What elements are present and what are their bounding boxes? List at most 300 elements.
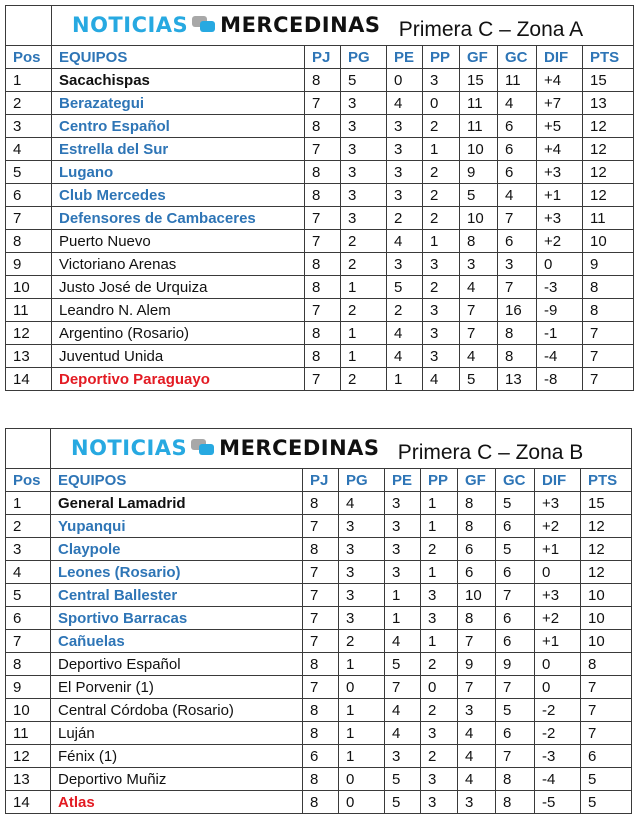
team-name-cell: Leones (Rosario)	[51, 561, 303, 584]
pp-cell: 1	[421, 561, 458, 584]
pts-cell: 12	[581, 538, 632, 561]
team-name-cell: Deportivo Español	[51, 653, 303, 676]
dif-cell: 0	[535, 561, 581, 584]
pos-cell: 6	[6, 184, 52, 207]
pg-cell: 3	[339, 607, 385, 630]
pp-cell: 2	[423, 276, 460, 299]
pp-cell: 1	[423, 138, 460, 161]
pos-cell: 10	[6, 699, 51, 722]
gf-cell: 7	[458, 630, 496, 653]
pts-cell: 7	[583, 345, 634, 368]
pe-cell: 7	[385, 676, 421, 699]
pos-cell: 9	[6, 253, 52, 276]
pts-cell: 7	[583, 322, 634, 345]
pos-cell: 12	[6, 322, 52, 345]
pp-cell: 0	[421, 676, 458, 699]
dif-cell: 0	[535, 653, 581, 676]
gf-cell: 9	[460, 161, 498, 184]
col-header-gc: GC	[496, 469, 535, 492]
pg-cell: 0	[339, 768, 385, 791]
table-row	[6, 322, 634, 345]
gc-cell: 7	[498, 207, 537, 230]
pg-cell: 3	[339, 538, 385, 561]
pe-cell: 1	[385, 607, 421, 630]
pts-cell: 8	[581, 653, 632, 676]
pos-cell: 1	[6, 69, 52, 92]
pp-cell: 3	[423, 345, 460, 368]
gc-cell: 8	[496, 768, 535, 791]
table-row	[6, 676, 632, 699]
team-name-cell: Puerto Nuevo	[52, 230, 305, 253]
pos-cell: 14	[6, 791, 51, 814]
gc-cell: 8	[498, 345, 537, 368]
dif-cell: -1	[537, 322, 583, 345]
table-row	[6, 492, 632, 515]
gf-cell: 11	[460, 92, 498, 115]
dif-cell: -4	[537, 345, 583, 368]
pj-cell: 7	[303, 630, 339, 653]
pj-cell: 8	[305, 184, 341, 207]
gc-cell: 6	[496, 515, 535, 538]
pj-cell: 8	[305, 276, 341, 299]
team-name-cell: El Porvenir (1)	[51, 676, 303, 699]
gf-cell: 6	[458, 561, 496, 584]
pos-cell: 3	[6, 115, 52, 138]
col-header-gf: GF	[458, 469, 496, 492]
gc-cell: 7	[496, 584, 535, 607]
dif-cell: +1	[535, 538, 581, 561]
title-cell	[52, 6, 634, 46]
gc-cell: 6	[496, 722, 535, 745]
pg-cell: 3	[341, 115, 387, 138]
logo-text-mercedinas: MERCEDINAS	[219, 436, 380, 460]
pos-cell: 13	[6, 768, 51, 791]
pe-cell: 3	[387, 184, 423, 207]
team-name-cell: Fénix (1)	[51, 745, 303, 768]
pe-cell: 4	[385, 699, 421, 722]
logo-text-noticias: NOTICIAS	[71, 436, 188, 460]
pj-cell: 8	[303, 722, 339, 745]
col-header-pj: PJ	[305, 46, 341, 69]
col-header-gf: GF	[460, 46, 498, 69]
table-row	[6, 722, 632, 745]
pp-cell: 2	[421, 699, 458, 722]
col-header-pj: PJ	[303, 469, 339, 492]
pos-cell: 11	[6, 299, 52, 322]
dif-cell: +2	[535, 515, 581, 538]
pj-cell: 7	[305, 92, 341, 115]
pos-cell: 4	[6, 561, 51, 584]
pp-cell: 3	[421, 607, 458, 630]
pj-cell: 8	[305, 115, 341, 138]
dif-cell: +3	[535, 492, 581, 515]
table-body	[6, 429, 632, 814]
table-title: Primera C – Zona B	[397, 441, 584, 464]
pp-cell: 3	[423, 299, 460, 322]
pos-cell: 3	[6, 538, 51, 561]
pts-cell: 10	[583, 230, 634, 253]
col-header-pp: PP	[421, 469, 458, 492]
table-row	[6, 515, 632, 538]
dif-cell: +3	[537, 161, 583, 184]
pe-cell: 4	[387, 345, 423, 368]
pg-cell: 0	[339, 791, 385, 814]
pj-cell: 7	[303, 584, 339, 607]
team-name-cell: Juventud Unida	[52, 345, 305, 368]
dif-cell: -9	[537, 299, 583, 322]
pg-cell: 3	[339, 515, 385, 538]
gc-cell: 11	[498, 69, 537, 92]
pe-cell: 2	[387, 207, 423, 230]
pg-cell: 2	[341, 299, 387, 322]
team-name-cell: Deportivo Muñiz	[51, 768, 303, 791]
pts-cell: 8	[583, 299, 634, 322]
pj-cell: 8	[305, 253, 341, 276]
pts-cell: 15	[583, 69, 634, 92]
table-row	[6, 791, 632, 814]
pe-cell: 3	[387, 253, 423, 276]
pe-cell: 3	[387, 115, 423, 138]
team-name-cell: Cañuelas	[51, 630, 303, 653]
pe-cell: 3	[385, 515, 421, 538]
pj-cell: 8	[305, 345, 341, 368]
chat-bubbles-icon	[192, 16, 216, 34]
gf-cell: 4	[460, 276, 498, 299]
team-name-cell: Claypole	[51, 538, 303, 561]
gf-cell: 3	[458, 699, 496, 722]
col-header-pp: PP	[423, 46, 460, 69]
pg-cell: 2	[341, 368, 387, 391]
dif-cell: -3	[537, 276, 583, 299]
empty-corner-cell	[6, 429, 51, 469]
dif-cell: +4	[537, 69, 583, 92]
col-header-equipos: EQUIPOS	[51, 469, 303, 492]
pg-cell: 3	[339, 561, 385, 584]
header-row	[6, 46, 634, 69]
table-row	[6, 299, 634, 322]
team-name-cell: Lugano	[52, 161, 305, 184]
pp-cell: 3	[421, 722, 458, 745]
team-name-cell: Central Ballester	[51, 584, 303, 607]
gc-cell: 6	[496, 607, 535, 630]
pe-cell: 5	[385, 653, 421, 676]
pos-cell: 6	[6, 607, 51, 630]
team-name-cell: Defensores de Cambaceres	[52, 207, 305, 230]
pe-cell: 1	[387, 368, 423, 391]
pg-cell: 2	[341, 253, 387, 276]
team-name-cell: Leandro N. Alem	[52, 299, 305, 322]
pp-cell: 1	[421, 515, 458, 538]
pp-cell: 3	[423, 322, 460, 345]
pj-cell: 7	[305, 299, 341, 322]
col-header-pts: PTS	[581, 469, 632, 492]
gf-cell: 8	[458, 515, 496, 538]
table-row	[6, 276, 634, 299]
pp-cell: 4	[423, 368, 460, 391]
pts-cell: 13	[583, 92, 634, 115]
pts-cell: 6	[581, 745, 632, 768]
table-row	[6, 92, 634, 115]
pp-cell: 2	[423, 115, 460, 138]
pe-cell: 3	[387, 161, 423, 184]
pg-cell: 3	[341, 207, 387, 230]
gf-cell: 5	[460, 368, 498, 391]
team-name-cell: Centro Español	[52, 115, 305, 138]
pts-cell: 12	[583, 138, 634, 161]
dif-cell: -8	[537, 368, 583, 391]
pts-cell: 10	[581, 584, 632, 607]
pos-cell: 12	[6, 745, 51, 768]
pts-cell: 5	[581, 791, 632, 814]
pos-cell: 7	[6, 630, 51, 653]
gf-cell: 10	[458, 584, 496, 607]
pe-cell: 4	[385, 722, 421, 745]
pg-cell: 3	[341, 92, 387, 115]
pe-cell: 0	[387, 69, 423, 92]
pj-cell: 7	[303, 607, 339, 630]
gc-cell: 6	[498, 138, 537, 161]
dif-cell: +5	[537, 115, 583, 138]
pts-cell: 11	[583, 207, 634, 230]
table-row	[6, 368, 634, 391]
col-header-pg: PG	[341, 46, 387, 69]
col-header-pe: PE	[385, 469, 421, 492]
gc-cell: 16	[498, 299, 537, 322]
pts-cell: 12	[583, 161, 634, 184]
pg-cell: 3	[339, 584, 385, 607]
col-header-pos: Pos	[6, 46, 52, 69]
dif-cell: -4	[535, 768, 581, 791]
pp-cell: 2	[421, 538, 458, 561]
team-name-cell: General Lamadrid	[51, 492, 303, 515]
noticias-mercedinas-logo	[71, 436, 380, 460]
dif-cell: +3	[535, 584, 581, 607]
pe-cell: 5	[387, 276, 423, 299]
gf-cell: 3	[460, 253, 498, 276]
pg-cell: 4	[339, 492, 385, 515]
pg-cell: 5	[341, 69, 387, 92]
team-name-cell: Club Mercedes	[52, 184, 305, 207]
pg-cell: 1	[341, 322, 387, 345]
pg-cell: 3	[341, 184, 387, 207]
pe-cell: 1	[385, 584, 421, 607]
table-row	[6, 184, 634, 207]
pe-cell: 4	[387, 322, 423, 345]
table-row	[6, 699, 632, 722]
pp-cell: 2	[423, 161, 460, 184]
pj-cell: 7	[303, 561, 339, 584]
col-header-pg: PG	[339, 469, 385, 492]
pe-cell: 2	[387, 299, 423, 322]
pts-cell: 12	[583, 115, 634, 138]
pp-cell: 3	[421, 768, 458, 791]
team-name-cell: Berazategui	[52, 92, 305, 115]
pp-cell: 2	[421, 653, 458, 676]
table-row	[6, 653, 632, 676]
gf-cell: 7	[460, 299, 498, 322]
pg-cell: 3	[341, 138, 387, 161]
gc-cell: 6	[498, 161, 537, 184]
table-row	[6, 253, 634, 276]
col-header-equipos: EQUIPOS	[52, 46, 305, 69]
pj-cell: 7	[305, 207, 341, 230]
pos-cell: 10	[6, 276, 52, 299]
gc-cell: 7	[498, 276, 537, 299]
pp-cell: 2	[423, 207, 460, 230]
pts-cell: 7	[581, 699, 632, 722]
pts-cell: 12	[583, 184, 634, 207]
pts-cell: 8	[583, 276, 634, 299]
title-row	[6, 429, 632, 469]
pos-cell: 2	[6, 515, 51, 538]
dif-cell: +2	[537, 230, 583, 253]
pts-cell: 12	[581, 515, 632, 538]
pp-cell: 2	[423, 184, 460, 207]
team-name-cell: Sacachispas	[52, 69, 305, 92]
pos-cell: 9	[6, 676, 51, 699]
table-row	[6, 230, 634, 253]
pj-cell: 7	[305, 230, 341, 253]
gc-cell: 5	[496, 699, 535, 722]
team-name-cell: Victoriano Arenas	[52, 253, 305, 276]
gc-cell: 6	[498, 230, 537, 253]
pj-cell: 6	[303, 745, 339, 768]
pts-cell: 5	[581, 768, 632, 791]
gf-cell: 7	[458, 676, 496, 699]
table-row	[6, 161, 634, 184]
gf-cell: 10	[460, 207, 498, 230]
pg-cell: 2	[341, 230, 387, 253]
pp-cell: 3	[421, 584, 458, 607]
empty-corner-cell	[6, 6, 52, 46]
dif-cell: +3	[537, 207, 583, 230]
title-cell	[51, 429, 632, 469]
gf-cell: 4	[458, 768, 496, 791]
pp-cell: 3	[423, 69, 460, 92]
gc-cell: 13	[498, 368, 537, 391]
col-header-dif: DIF	[537, 46, 583, 69]
team-name-cell: Luján	[51, 722, 303, 745]
table-row	[6, 584, 632, 607]
table-row	[6, 561, 632, 584]
gc-cell: 4	[498, 184, 537, 207]
dif-cell: +7	[537, 92, 583, 115]
pts-cell: 10	[581, 607, 632, 630]
col-header-gc: GC	[498, 46, 537, 69]
pg-cell: 1	[339, 722, 385, 745]
gf-cell: 7	[460, 322, 498, 345]
pj-cell: 8	[305, 322, 341, 345]
gf-cell: 15	[460, 69, 498, 92]
gc-cell: 6	[496, 561, 535, 584]
pos-cell: 8	[6, 653, 51, 676]
team-name-cell: Argentino (Rosario)	[52, 322, 305, 345]
col-header-pts: PTS	[583, 46, 634, 69]
pg-cell: 0	[339, 676, 385, 699]
team-name-cell: Atlas	[51, 791, 303, 814]
pts-cell: 7	[581, 676, 632, 699]
pg-cell: 1	[339, 699, 385, 722]
gc-cell: 5	[496, 492, 535, 515]
dif-cell: +4	[537, 138, 583, 161]
gc-cell: 6	[498, 115, 537, 138]
pg-cell: 1	[341, 276, 387, 299]
gc-cell: 7	[496, 676, 535, 699]
col-header-dif: DIF	[535, 469, 581, 492]
table-row	[6, 768, 632, 791]
dif-cell: +1	[535, 630, 581, 653]
pos-cell: 14	[6, 368, 52, 391]
gc-cell: 3	[498, 253, 537, 276]
pts-cell: 12	[581, 561, 632, 584]
noticias-mercedinas-logo	[72, 13, 381, 37]
table-row	[6, 630, 632, 653]
pos-cell: 5	[6, 584, 51, 607]
dif-cell: -2	[535, 722, 581, 745]
pts-cell: 10	[581, 630, 632, 653]
pj-cell: 8	[303, 768, 339, 791]
pos-cell: 13	[6, 345, 52, 368]
pj-cell: 8	[303, 653, 339, 676]
pp-cell: 1	[421, 630, 458, 653]
pj-cell: 7	[305, 368, 341, 391]
pp-cell: 3	[421, 791, 458, 814]
pg-cell: 1	[339, 653, 385, 676]
table-row	[6, 115, 634, 138]
gf-cell: 4	[458, 745, 496, 768]
dif-cell: 0	[535, 676, 581, 699]
pj-cell: 8	[303, 492, 339, 515]
pg-cell: 2	[339, 630, 385, 653]
col-header-pos: Pos	[6, 469, 51, 492]
team-name-cell: Central Córdoba (Rosario)	[51, 699, 303, 722]
table-row	[6, 345, 634, 368]
pos-cell: 1	[6, 492, 51, 515]
pos-cell: 5	[6, 161, 52, 184]
pg-cell: 3	[341, 161, 387, 184]
pos-cell: 2	[6, 92, 52, 115]
pos-cell: 8	[6, 230, 52, 253]
pj-cell: 7	[303, 515, 339, 538]
table-row	[6, 538, 632, 561]
table-body	[6, 6, 634, 391]
team-name-cell: Estrella del Sur	[52, 138, 305, 161]
pj-cell: 8	[303, 699, 339, 722]
logo-text-noticias: NOTICIAS	[72, 13, 189, 37]
table-row	[6, 69, 634, 92]
pj-cell: 8	[303, 538, 339, 561]
standings-table-zona-b	[5, 428, 632, 814]
team-name-cell: Deportivo Paraguayo	[52, 368, 305, 391]
pe-cell: 3	[385, 561, 421, 584]
pe-cell: 5	[385, 768, 421, 791]
pj-cell: 8	[303, 791, 339, 814]
logo-text-mercedinas: MERCEDINAS	[220, 13, 381, 37]
gf-cell: 4	[460, 345, 498, 368]
pe-cell: 4	[387, 92, 423, 115]
gf-cell: 8	[458, 607, 496, 630]
pg-cell: 1	[339, 745, 385, 768]
gf-cell: 11	[460, 115, 498, 138]
gf-cell: 10	[460, 138, 498, 161]
pe-cell: 3	[385, 745, 421, 768]
pp-cell: 1	[423, 230, 460, 253]
pe-cell: 3	[385, 538, 421, 561]
table-title: Primera C – Zona A	[398, 18, 584, 41]
dif-cell: +2	[535, 607, 581, 630]
gf-cell: 4	[458, 722, 496, 745]
header-row	[6, 469, 632, 492]
